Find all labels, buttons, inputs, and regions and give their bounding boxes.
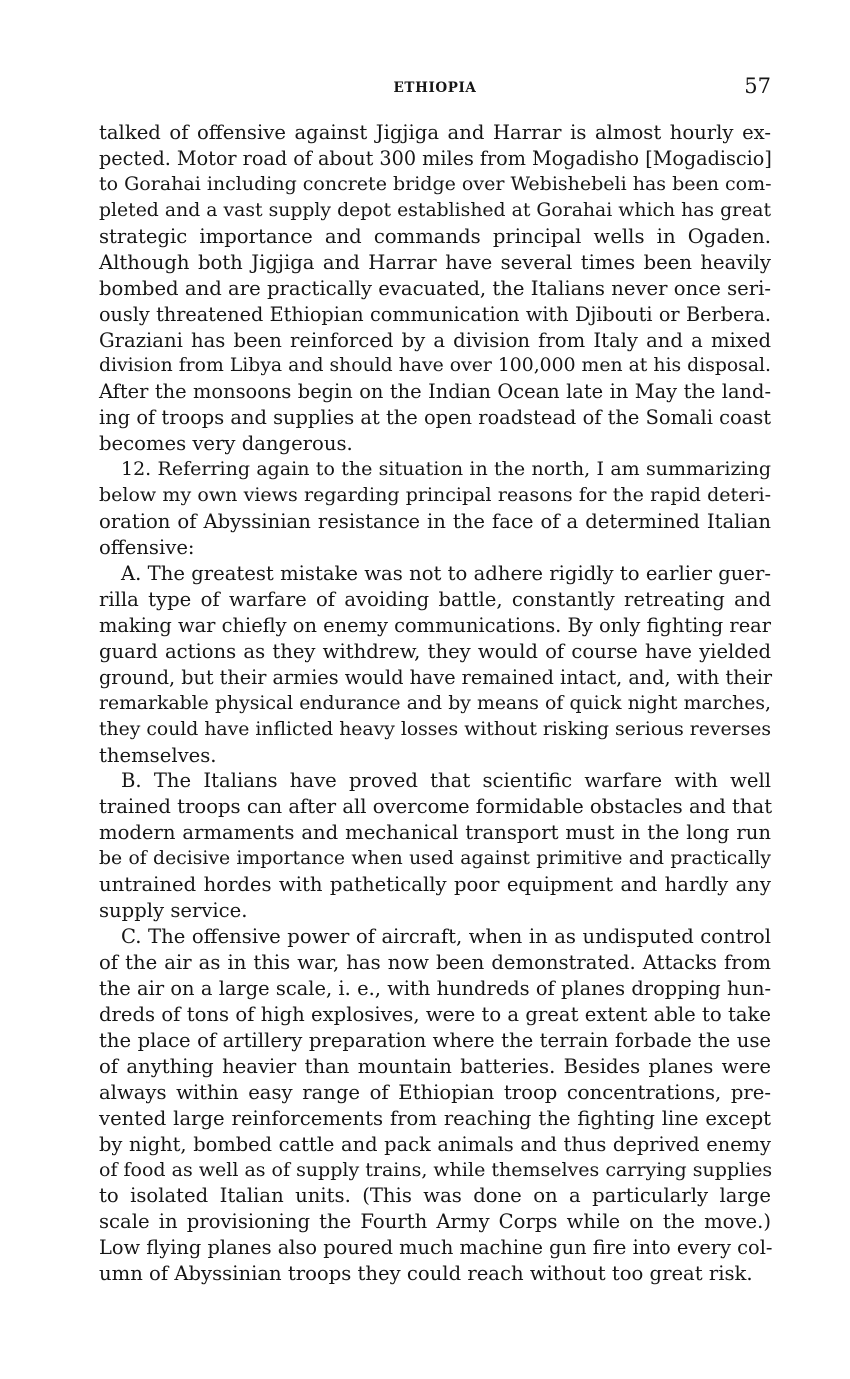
text-line: be of decisive importance when used against primitive and practically <box>99 848 771 870</box>
text-line: by night, bombed cattle and pack animals and thus deprived enemy <box>99 1132 771 1156</box>
text-line: themselves. <box>99 743 217 767</box>
text-line: supply service. <box>99 899 248 923</box>
text-line: Low flying planes also poured much machine gun fire into every col- <box>99 1236 773 1260</box>
text-line: 12. Referring again to the situation in the north, I am summarizing <box>121 458 771 481</box>
text-line: offensive: <box>99 536 195 559</box>
text-line: of food as well as of supply trains, while themselves carrying supplies <box>99 1158 773 1181</box>
running-head <box>99 76 771 104</box>
text-line: Although both Jigjiga and Harrar have several times been heavily <box>99 250 771 274</box>
text-line: ing of troops and supplies at the open roadstead of the Somali coast <box>99 406 771 430</box>
text-line: umn of Abyssinian troops they could reach without too great risk. <box>99 1262 753 1286</box>
running-title: ETHIOPIA <box>393 80 477 96</box>
text-line: talked of offensive against Jigjiga and Harrar is almost hourly ex- <box>99 121 771 144</box>
text-line: to isolated Italian units. (This was done on a particularly large <box>99 1184 771 1208</box>
text-line: scale in provisioning the Fourth Army Corps while on the move.) <box>99 1210 771 1234</box>
text-line: After the monsoons begin on the Indian Ocean late in May the land- <box>99 380 771 404</box>
text-line: Graziani has been reinforced by a division from Italy and a mixed <box>99 328 771 352</box>
page-number: 57 <box>744 74 771 98</box>
text-line: C. The offensive power of aircraft, when in as undisputed control <box>121 925 771 949</box>
text-line: becomes very dangerous. <box>99 432 353 456</box>
text-line: division from Libya and should have over 100,000 men at his disposal. <box>99 355 771 377</box>
text-line: of the air as in this war, has now been demonstrated. Attacks from <box>99 951 771 974</box>
text-line: ously threatened Ethiopian communication with Djibouti or Berbera. <box>99 302 771 326</box>
text-line: they could have inflicted heavy losses without risking serious reverses <box>99 718 771 740</box>
text-line: modern armaments and mechanical transport must in the long run <box>99 821 771 845</box>
text-line: rilla type of warfare of avoiding battle, constantly retreating and <box>99 587 771 611</box>
text-line: untrained hordes with pathetically poor equipment and hardly any <box>99 873 771 897</box>
text-line: the place of artillery preparation where the terrain forbade the use <box>99 1028 771 1052</box>
text-line: ground, but their armies would have remained intact, and, with their <box>99 665 773 689</box>
text-line: the air on a large scale, i. e., with hundreds of planes dropping hun- <box>99 976 771 1000</box>
body-text <box>99 120 771 1287</box>
text-line: making war chiefly on enemy communications. By only fighting rear <box>99 613 771 637</box>
text-line: remarkable physical endurance and by means of quick night marches, <box>99 692 771 714</box>
text-line: vented large reinforcements from reaching the fighting line except <box>99 1106 771 1130</box>
text-line: bombed and are practically evacuated, the Italians never once seri- <box>99 276 771 300</box>
text-line: of anything heavier than mountain batteries. Besides planes were <box>99 1054 771 1078</box>
text-line: pected. Motor road of about 300 miles from Mogadisho [Mogadiscio] <box>99 146 772 170</box>
text-line: pleted and a vast supply depot established at Gorahai which has great <box>99 199 771 221</box>
text-line: A. The greatest mistake was not to adhere rigidly to earlier guer- <box>121 561 771 585</box>
text-line: oration of Abyssinian resistance in the face of a determined Italian <box>99 510 771 534</box>
text-line: below my own views regarding principal reasons for the rapid deteri- <box>99 484 771 507</box>
text-line: B. The Italians have proved that scientific warfare with well <box>121 769 771 793</box>
text-line: always within easy range of Ethiopian troop concentrations, pre- <box>99 1080 771 1104</box>
text-line: dreds of tons of high explosives, were to a great extent able to take <box>99 1002 771 1026</box>
text-line: to Gorahai including concrete bridge over Webishebeli has been com- <box>99 172 772 195</box>
text-line: strategic importance and commands principal wells in Ogaden. <box>99 224 771 248</box>
text-line: trained troops can after all overcome formidable obstacles and that <box>99 795 773 819</box>
text-line: guard actions as they withdrew, they would of course have yielded <box>99 639 771 663</box>
